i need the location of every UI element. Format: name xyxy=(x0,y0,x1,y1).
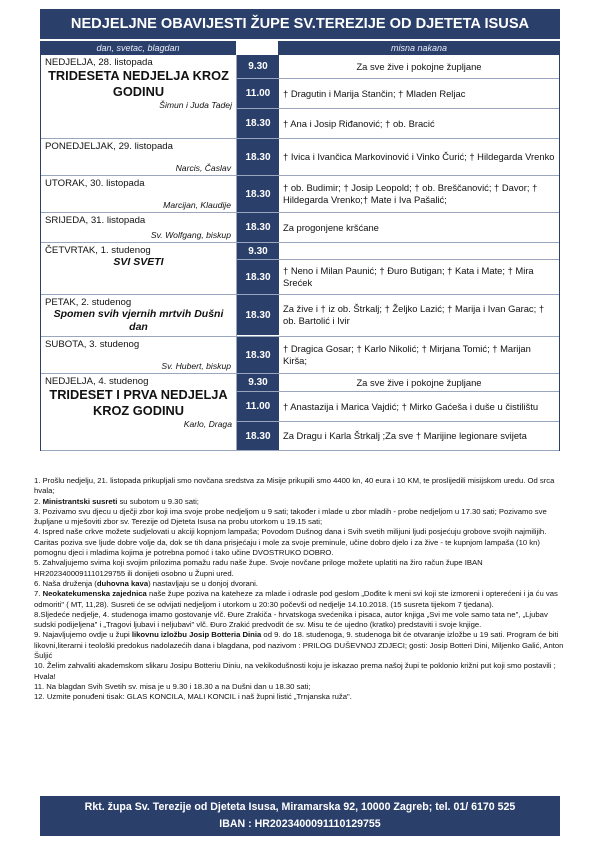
schedule-row xyxy=(41,295,559,337)
announcement-item: 11. Na blagdan Svih Svetih sv. misa je u 9.30 i 18.30 a na Dušni dan u 18.30 sati; xyxy=(34,681,311,691)
bulletin xyxy=(40,9,560,451)
mass-time: 9.30 xyxy=(237,243,279,259)
mass-intention: † Ana i Josip Riđanović; † ob. Bracić xyxy=(283,117,435,129)
schedule-row xyxy=(41,139,559,176)
announcement-item: 3. Pozivamo svu djecu u dječji zbor koji ima svoje probe nedjeljom u 9 sati; također i mlade u zbor mladih - probe nedjeljom u 17.30 sati; Pozivamo sve župljane u mješoviti zbor sv. Terezije od Djeteta Isusa na probu utorkom u 19.15 sati; xyxy=(34,506,547,527)
mass-row xyxy=(237,260,559,294)
announcement-item: 10. Želim zahvaliti akademskom slikaru Josipu Botteriu Diniu, na vekikodušnosti koju je iskazao prema našoj župi te poklonio križni put koji smo postavili ; Hvala! xyxy=(34,661,556,681)
mass-intention: † Dragica Gosar; † Karlo Nikolić; † Mirjana Tomić; † Marijan Kirša; xyxy=(283,343,531,366)
mass-row xyxy=(237,422,559,450)
day-cell xyxy=(41,213,237,242)
mass-intention: † Dragutin i Marija Stančin; † Mladen Reljac xyxy=(283,87,466,99)
mass-time: 18.30 xyxy=(237,260,279,294)
mass-time: 18.30 xyxy=(237,139,279,175)
mass-row xyxy=(237,337,559,373)
announcement-item: 4. Ispred naše crkve možete sudjelovati u akciji kopnjom lampaša; Povodom Dušnog dana i Svih svetih milijuni ljudi posjećuju grobove svojih najmilijih. Caritas poziva sve ljude dobre volje da, dok se tih dana prisjećaju i mole za svoje preminule, učine dobro djelo i za žive - te kupnjom lampaša (10 kn) pomognu djeci i mladima kojima je potrebna pomoć i tako učine DVOSTRUKO DOBRO. xyxy=(34,527,547,558)
mass-row xyxy=(237,392,559,422)
mass-row xyxy=(237,55,559,79)
day-cell xyxy=(41,176,237,212)
mass-time: 9.30 xyxy=(237,374,279,391)
mass-intention: Za žive i † iz ob. Štrkalj; † Željko Lazić; † Marija i Ivan Garac; † ob. Bartolić i Ivir xyxy=(283,303,545,326)
announcement-item: 6. Naša druženja (duhovna kava) nastavljaju se u donjoj dvorani. xyxy=(34,578,258,588)
saints-of-day: Sv. Wolfgang, biskup xyxy=(150,230,231,240)
time-column-header xyxy=(236,41,278,55)
mass-time: 18.30 xyxy=(237,295,279,335)
mass-intention: † Neno i Milan Paunić; † Đuro Butigan; † Kata i Mate; † Mira Srećek xyxy=(283,265,534,288)
mass-row xyxy=(237,243,559,260)
saints-of-day: Marcijan, Klaudije xyxy=(163,200,231,210)
mass-row xyxy=(237,139,559,175)
day-cell xyxy=(41,139,237,175)
day-cell xyxy=(41,374,237,450)
mass-time: 18.30 xyxy=(237,337,279,373)
mass-intention: † ob. Budimir; † Josip Leopold; † ob. Breščanović; † Davor; † Hildegarda Vrenko;† Mate i Iva Pašalić; xyxy=(283,182,538,205)
mass-row xyxy=(237,79,559,109)
mass-row xyxy=(237,176,559,212)
mass-time: 18.30 xyxy=(237,109,279,138)
saints-of-day: Sv. Hubert, biskup xyxy=(161,361,231,371)
mass-intention xyxy=(279,243,559,259)
announcement-item: 7. Neokatekumenska zajednica naše župe poziva na kateheze za mlade i odrasle pod geslom „Dođite k meni svi koji ste izmoreni i opterećeni i ja ću vas odmoriti" ( MT, 11,28). Susreti će se odvijati nedjeljom i utorkom u 20:30 počevši od nedjelje 14.10.2018. (15 susreta tijekom 7 tjedana). xyxy=(34,589,558,609)
footer-address: Rkt. župa Sv. Terezije od Djeteta Isusa, Miramarska 92, 10000 Zagreb; tel. 01/ 6170 525 xyxy=(84,801,516,813)
schedule-row xyxy=(41,374,559,451)
mass-intention: Za sve žive i pokojne župljane xyxy=(356,60,482,72)
day-cell xyxy=(41,337,237,373)
day-label: SRIJEDA, 31. listopada xyxy=(45,215,146,226)
day-cell xyxy=(41,295,237,336)
saints-of-day: Karlo, Draga xyxy=(183,419,232,429)
footer-iban: IBAN : HR2023400091110129755 xyxy=(219,818,381,830)
day-label: PETAK, 2. studenog xyxy=(45,297,132,308)
mass-intention: Za sve žive i pokojne župljane xyxy=(356,376,482,388)
day-cell xyxy=(41,243,237,294)
feast-name: SVI SVETI xyxy=(113,256,164,268)
mass-row xyxy=(237,213,559,242)
footer xyxy=(40,796,560,836)
mass-time: 9.30 xyxy=(237,55,279,78)
mass-time: 11.00 xyxy=(237,392,279,421)
day-label: UTORAK, 30. listopada xyxy=(45,178,145,189)
feast-name: Spomen svih vjernih mrtvih Dušni dan xyxy=(53,308,224,333)
mass-time: 11.00 xyxy=(237,79,279,108)
day-label: NEDJELJA, 4. studenog xyxy=(45,376,149,387)
schedule-row xyxy=(41,176,559,213)
day-label: PONEDJELJAK, 29. listopada xyxy=(45,141,173,152)
page-title: NEDJELJNE OBAVIJESTI ŽUPE SV.TEREZIJE OD DJETETA ISUSA xyxy=(40,9,560,39)
announcement-item: 1. Prošlu nedjelju, 21. listopada prikupljali smo novčana sredstva za Misije prikupili smo 4400 kn, 40 eura i 10 KM, te proslijedili misijskom uredu. Od srca hvala; xyxy=(34,476,555,496)
announcement-item: 9. Najavljujemo ovdje u župi likovnu izložbu Josip Botteria Dinia od 9. do 18. studenoga, 9. studenoga bit će otvaranje izložbe u 19 sati. Program će biti likovni,literarni i teološki predokus nadolazećih dana i blagdana, pod nazivom : PRILOG DUŠEVNOJ ZDJECI; gosti: Josip Botteri Dini, Miljenko Galić, Anton Šuljić xyxy=(34,630,564,661)
mass-intention: Za progonjene kršćane xyxy=(283,221,379,233)
mass-intention: † Anastazija i Marica Vajdić; † Mirko Gaćeša i duše u čistilištu xyxy=(283,400,539,412)
announcements xyxy=(34,476,566,703)
saints-of-day: Šimun i Juda Tadej xyxy=(159,100,232,110)
schedule-row xyxy=(41,243,559,295)
intention-column-header: misna nakana xyxy=(390,43,448,53)
schedule-row xyxy=(41,55,559,139)
saints-of-day: Narcis, Časlav xyxy=(175,163,231,173)
mass-row xyxy=(237,374,559,392)
mass-time: 18.30 xyxy=(237,422,279,450)
announcement-item: 12. Uzmite ponuđeni tisak: GLAS KONCILA, MALI KONCIL i naš župni listić „Trnjanska ruža". xyxy=(34,692,352,702)
mass-row xyxy=(237,295,559,335)
schedule-table xyxy=(40,55,560,451)
day-cell xyxy=(41,55,237,138)
announcement-item: 2. Ministrantski susreti su subotom u 9.30 sati; xyxy=(34,496,199,506)
day-label: ČETVRTAK, 1. studenog xyxy=(45,245,151,256)
day-label: SUBOTA, 3. studenog xyxy=(45,339,140,350)
day-label: NEDJELJA, 28. listopada xyxy=(45,57,153,68)
mass-time: 18.30 xyxy=(237,176,279,212)
schedule-row xyxy=(41,213,559,243)
column-header xyxy=(40,40,560,55)
mass-intention: Za Dragu i Karla Štrkalj ;Za sve † Marijine legionare svijeta xyxy=(283,430,527,441)
sunday-title: TRIDESETA NEDJELJA KROZ GODINU xyxy=(48,68,229,99)
day-column-header: dan, svetac, blagdan xyxy=(96,43,180,53)
announcement-item: 8.Sljedeće nedjelje, 4. studenoga imamo gostovanje vlč. Đure Zrakiča - hrvatskoga svećenika i pisaca, autor knjiga „Svi me vole samo tata ne", „Ljubav sudski podijeljena" i „Tragovi ljubavi i neljubavi" vlč. Đuro Zrakić predvodit će sv. Misu te će ujedno (kratko) predstaviti i svoje knjige. xyxy=(34,609,548,630)
mass-time: 18.30 xyxy=(237,213,279,242)
sunday-title: TRIDESET I PRVA NEDJELJA KROZ GODINU xyxy=(49,387,228,418)
schedule-row xyxy=(41,337,559,374)
mass-intention: † Ivica i Ivančica Markovinović i Vinko Čurić; † Hildegarda Vrenko xyxy=(283,151,555,162)
announcement-item: 5. Zahvaljujemo svima koji svojim prilozima pomažu radu naše župe. Svoje novčane priloge možete uplatiti na žiro račun župe IBAN HR2023400091110129755 ili donijeti osobno u Župni ured. xyxy=(34,558,483,578)
mass-row xyxy=(237,109,559,138)
